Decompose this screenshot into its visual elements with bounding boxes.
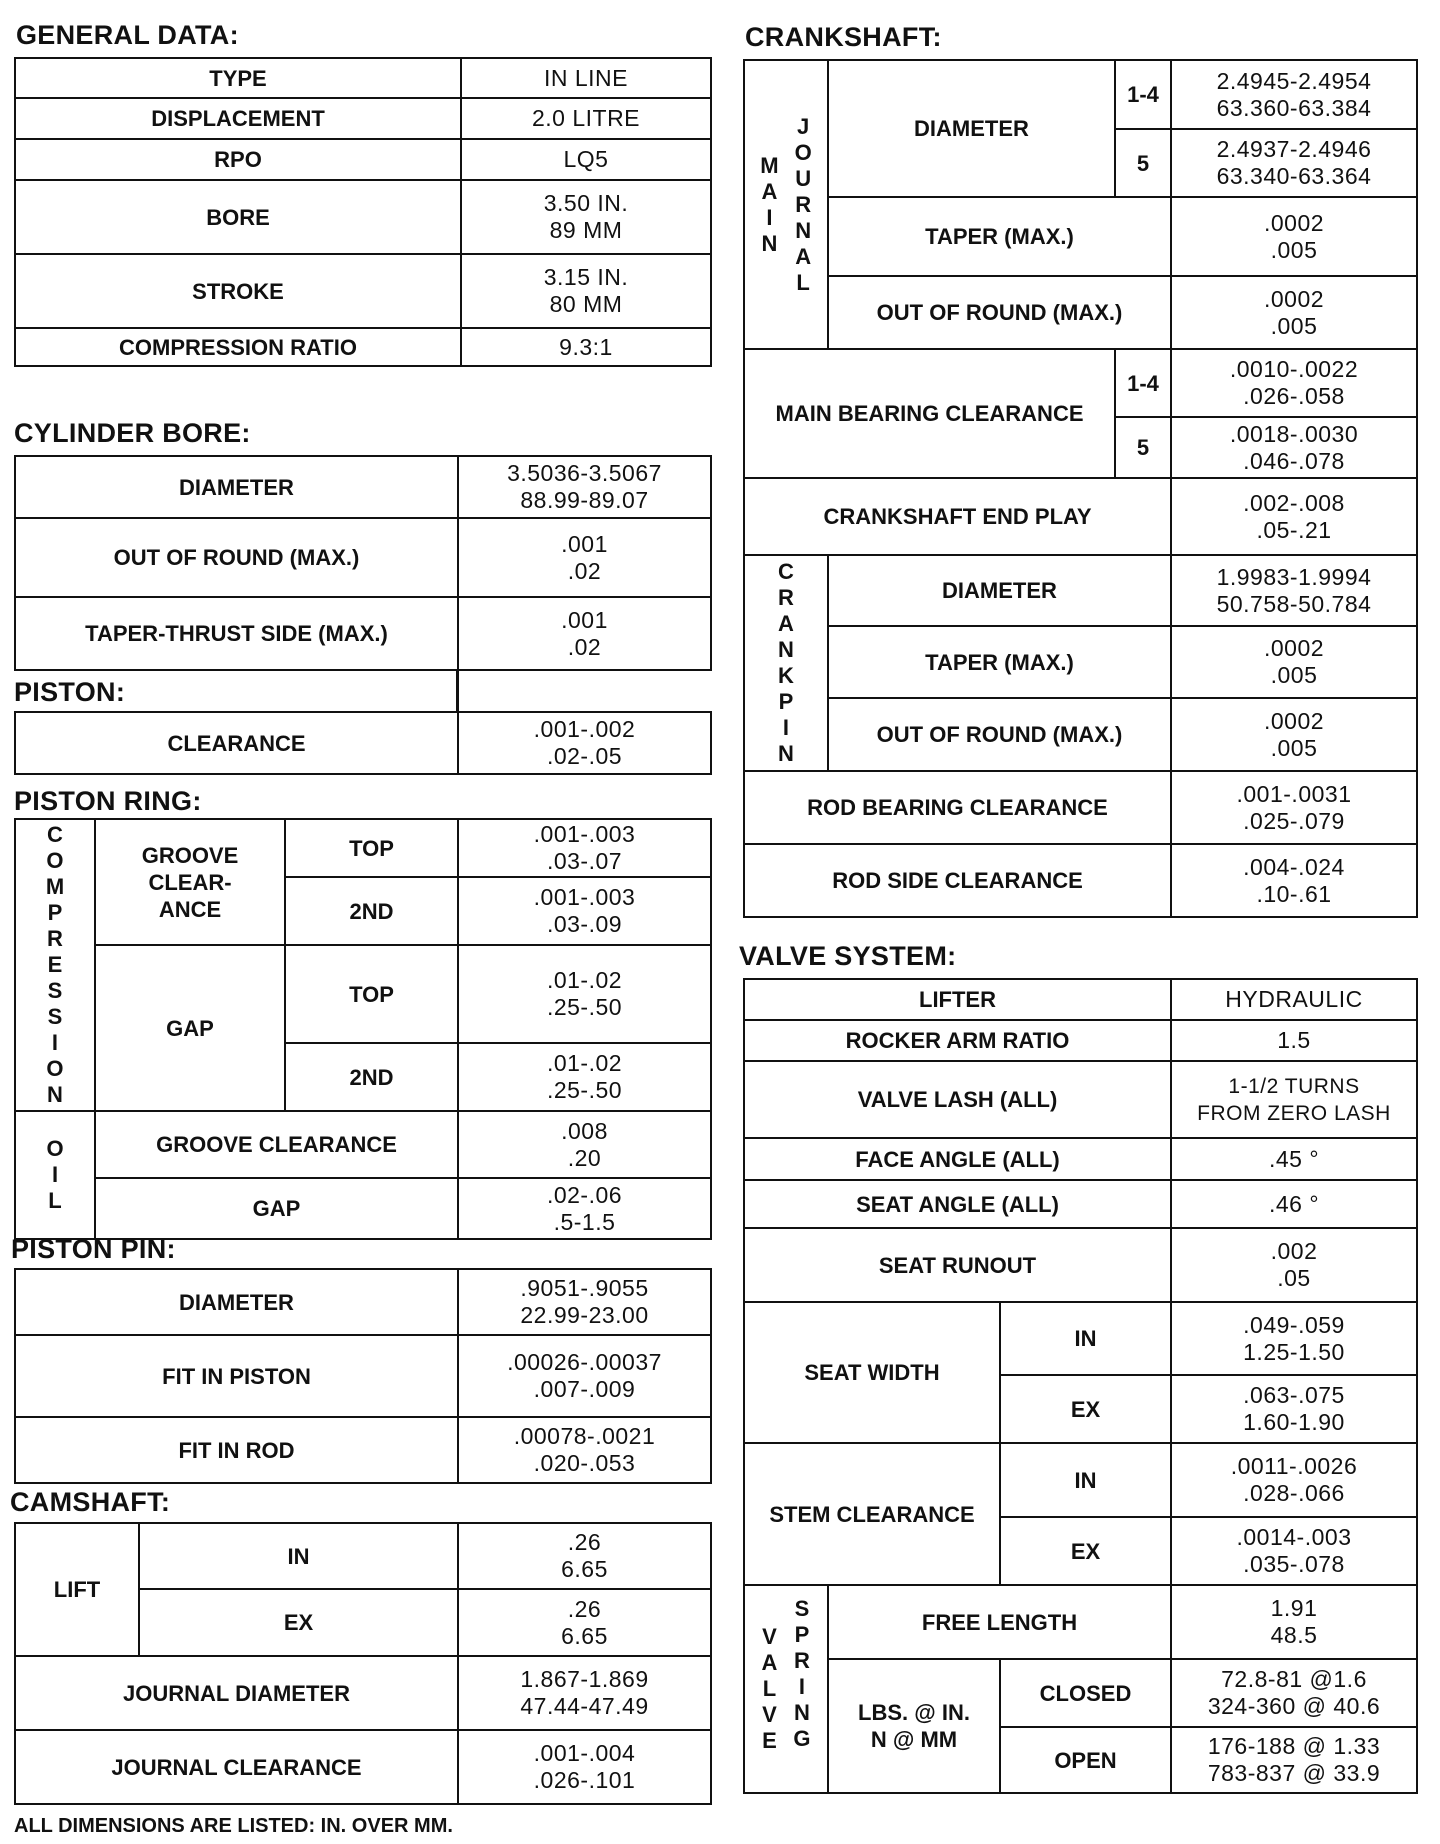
general-data-title: GENERAL DATA:	[16, 20, 239, 50]
cb-diameter-value	[458, 456, 711, 518]
groove-top-mm: .03-.07	[546, 848, 623, 874]
cb-taper-label: TAPER-THRUST SIDE (MAX.)	[15, 597, 458, 670]
valve-lash-label: VALVE LASH (ALL)	[744, 1061, 1171, 1138]
lift-in-value	[458, 1523, 711, 1589]
rod-side-mm: .10-.61	[1256, 880, 1332, 907]
seat-angle-value: .46 °	[1171, 1180, 1417, 1228]
table-row	[744, 1585, 1417, 1659]
rod-bearing-clearance-label: ROD BEARING CLEARANCE	[744, 771, 1171, 844]
journal-clearance-label: JOURNAL CLEARANCE	[15, 1730, 458, 1804]
gap-2nd-value	[458, 1043, 711, 1111]
free-length-value	[1171, 1585, 1417, 1659]
groove-2nd-mm: .03-.09	[546, 911, 623, 937]
seat-width-in-mm: 1.25-1.50	[1243, 1338, 1345, 1365]
rod-bearing-mm: .025-.079	[1243, 807, 1345, 834]
main-diameter-5-mm: 63.340-63.364	[1216, 163, 1372, 189]
gap-2nd-mm: .25-.50	[546, 1077, 623, 1103]
rocker-arm-ratio-value: 1.5	[1171, 1020, 1417, 1061]
journal-vertical-text: J O U R N A L	[794, 113, 812, 295]
stem-in-in: .0011-.0026	[1230, 1453, 1358, 1479]
crankshaft-title: CRANKSHAFT:	[745, 22, 942, 52]
rod-bearing-clearance-value	[1171, 771, 1417, 844]
stem-in-mm: .028-.066	[1243, 1480, 1345, 1506]
table-row	[744, 1228, 1417, 1302]
main-taper-in: .0002	[1263, 209, 1325, 236]
spring-open-in: 176-188 @ 1.33	[1207, 1733, 1381, 1759]
displacement-label: DISPLACEMENT	[15, 98, 461, 139]
groove-top-value	[458, 819, 711, 877]
table-row	[15, 1111, 711, 1178]
main-taper-mm: .005	[1270, 236, 1318, 263]
main-diameter-1-4-value	[1171, 60, 1417, 129]
seat-width-in-in: .049-.059	[1243, 1311, 1345, 1338]
compression-ratio-value: 9.3:1	[461, 328, 711, 366]
fit-in-rod-value	[458, 1417, 711, 1483]
main-diameter-pos-5: 5	[1115, 129, 1171, 197]
stem-ex-value	[1171, 1517, 1417, 1585]
oil-groove-value	[458, 1111, 711, 1178]
lift-ex-label: EX	[139, 1589, 458, 1656]
table-row	[744, 1138, 1417, 1180]
groove-label-line1: GROOVE	[141, 842, 239, 868]
valve-lash-line2: FROM ZERO LASH	[1197, 1101, 1391, 1125]
groove-2nd-label: 2ND	[285, 877, 458, 945]
gap-top-in: .01-.02	[546, 967, 623, 993]
journal-clearance-value	[458, 1730, 711, 1804]
valve-lash-line1: 1-1/2 TURNS	[1228, 1074, 1360, 1098]
stroke-label: STROKE	[15, 254, 461, 328]
spring-closed-in: 72.8-81 @1.6	[1221, 1666, 1367, 1692]
lift-in-mm: 6.65	[561, 1556, 608, 1582]
oil-gap-mm: .5-1.5	[553, 1208, 616, 1235]
rod-side-clearance-value	[1171, 844, 1417, 917]
table-row	[15, 819, 711, 877]
face-angle-value: .45 °	[1171, 1138, 1417, 1180]
main-bearing-clearance-label: MAIN BEARING CLEARANCE	[744, 349, 1115, 478]
compression-vertical-text: C O M P R E S S I O N	[45, 822, 65, 1107]
table-row	[15, 58, 711, 98]
seat-angle-label: SEAT ANGLE (ALL)	[744, 1180, 1171, 1228]
groove-2nd-value	[458, 877, 711, 945]
crankshaft-table	[743, 59, 1418, 918]
oil-groove-label: GROOVE CLEARANCE	[95, 1111, 458, 1178]
camshaft-table	[14, 1522, 712, 1805]
oil-groove-mm: .20	[567, 1144, 602, 1171]
crankpin-vertical-text: C R A N K P I N	[778, 559, 794, 766]
table-row	[15, 1523, 711, 1589]
end-play-in: .002-.008	[1243, 489, 1345, 516]
bore-label: BORE	[15, 180, 461, 254]
groove-label-line3: ANCE	[158, 896, 222, 922]
table-row	[15, 456, 711, 518]
main-diameter-5-value	[1171, 129, 1417, 197]
divider	[456, 669, 459, 711]
main-bearing-1-4-in: .0010-.0022	[1229, 356, 1359, 382]
seat-width-ex-mm: 1.60-1.90	[1243, 1409, 1345, 1435]
crankpin-diameter-in: 1.9983-1.9994	[1216, 563, 1372, 590]
table-row	[15, 1417, 711, 1483]
valve-spring-vertical-label	[744, 1585, 828, 1793]
crankpin-oor-in: .0002	[1263, 707, 1325, 734]
piston-clearance-mm: .02-.05	[546, 743, 623, 769]
main-diameter-1-4-mm: 63.360-63.384	[1216, 94, 1372, 121]
cb-diameter-in: 3.5036-3.5067	[507, 460, 662, 486]
table-row	[744, 1180, 1417, 1228]
fit-in-rod-mm: .020-.053	[533, 1450, 636, 1476]
compression-vertical-label	[15, 819, 95, 1111]
rod-bearing-in: .001-.0031	[1236, 780, 1352, 807]
seat-width-label: SEAT WIDTH	[744, 1302, 1000, 1443]
stem-ex-mm: .035-.078	[1243, 1551, 1345, 1577]
compression-ratio-label: COMPRESSION RATIO	[15, 328, 461, 366]
cb-oor-mm: .02	[567, 557, 602, 584]
oil-groove-in: .008	[561, 1117, 608, 1144]
table-row	[744, 1302, 1417, 1375]
fit-in-piston-mm: .007-.009	[533, 1376, 636, 1402]
stem-ex-label: EX	[1000, 1517, 1171, 1585]
table-row	[744, 478, 1417, 555]
lift-in-in: .26	[567, 1529, 602, 1555]
end-play-label: CRANKSHAFT END PLAY	[744, 478, 1171, 555]
journal-diameter-value	[458, 1656, 711, 1730]
piston-pin-table	[14, 1268, 712, 1484]
rpo-value: LQ5	[461, 139, 711, 180]
main-diameter-pos-1-4: 1-4	[1115, 60, 1171, 129]
lifter-value: HYDRAULIC	[1171, 979, 1417, 1020]
table-row	[15, 1335, 711, 1417]
fit-in-rod-label: FIT IN ROD	[15, 1417, 458, 1483]
spring-vertical-text: S P R I N G	[793, 1596, 811, 1751]
table-row	[744, 60, 1417, 129]
piston-ring-title: PISTON RING:	[14, 786, 202, 816]
free-length-in: 1.91	[1270, 1595, 1318, 1621]
type-value: IN LINE	[461, 58, 711, 98]
crankpin-diameter-value	[1171, 555, 1417, 626]
crankpin-taper-in: .0002	[1263, 635, 1325, 661]
groove-top-label: TOP	[285, 819, 458, 877]
table-row	[15, 254, 711, 328]
stroke-mm: 80 MM	[549, 291, 623, 317]
free-length-mm: 48.5	[1270, 1622, 1318, 1648]
seat-runout-in: .002	[1270, 1238, 1318, 1264]
end-play-value	[1171, 478, 1417, 555]
rpo-label: RPO	[15, 139, 461, 180]
type-label: TYPE	[15, 58, 461, 98]
main-diameter-5-in: 2.4937-2.4946	[1216, 136, 1372, 162]
main-bearing-pos-5: 5	[1115, 417, 1171, 478]
crankpin-taper-value	[1171, 626, 1417, 698]
cb-oor-label: OUT OF ROUND (MAX.)	[15, 518, 458, 597]
table-row	[15, 180, 711, 254]
crankpin-diameter-mm: 50.758-50.784	[1216, 590, 1372, 617]
table-row	[744, 626, 1417, 698]
crankpin-oor-mm: .005	[1270, 734, 1318, 761]
pin-diameter-mm: 22.99-23.00	[520, 1302, 649, 1328]
journal-diameter-mm: 47.44-47.49	[520, 1693, 649, 1719]
table-row	[744, 1443, 1417, 1517]
main-oor-label: OUT OF ROUND (MAX.)	[828, 276, 1171, 349]
face-angle-label: FACE ANGLE (ALL)	[744, 1138, 1171, 1180]
cb-taper-in: .001	[561, 606, 608, 633]
table-row	[15, 597, 711, 670]
cylinder-bore-title: CYLINDER BORE:	[14, 418, 251, 448]
spring-closed-label: CLOSED	[1000, 1659, 1171, 1727]
spring-closed-value	[1171, 1659, 1417, 1727]
groove-top-in: .001-.003	[533, 821, 636, 847]
pin-diameter-in: .9051-.9055	[520, 1275, 649, 1301]
seat-runout-mm: .05	[1277, 1265, 1311, 1291]
seat-width-ex-label: EX	[1000, 1375, 1171, 1443]
bore-value	[461, 180, 711, 254]
table-row	[15, 712, 711, 774]
spring-load-line2: N @ MM	[870, 1727, 958, 1752]
spring-open-mm: 783-837 @ 33.9	[1207, 1760, 1381, 1786]
crankpin-vertical-label	[744, 555, 828, 771]
lift-label: LIFT	[15, 1523, 139, 1656]
table-row	[744, 555, 1417, 626]
cb-oor-value	[458, 518, 711, 597]
cb-diameter-label: DIAMETER	[15, 456, 458, 518]
journal-clearance-in: .001-.004	[533, 1740, 636, 1766]
groove-2nd-in: .001-.003	[533, 884, 636, 910]
gap-top-label: TOP	[285, 945, 458, 1043]
valve-system-title: VALVE SYSTEM:	[739, 941, 957, 971]
spring-load-line1: LBS. @ IN.	[858, 1700, 970, 1725]
table-row	[15, 1656, 711, 1730]
gap-top-mm: .25-.50	[546, 994, 623, 1020]
lifter-label: LIFTER	[744, 979, 1171, 1020]
lift-in-label: IN	[139, 1523, 458, 1589]
main-bearing-pos-1-4: 1-4	[1115, 349, 1171, 417]
spring-load-label	[828, 1659, 1000, 1793]
table-row	[744, 844, 1417, 917]
oil-vertical-text: O I L	[46, 1136, 64, 1213]
gap-top-value	[458, 945, 711, 1043]
valve-lash-value	[1171, 1061, 1417, 1138]
crankpin-oor-label: OUT OF ROUND (MAX.)	[828, 698, 1171, 771]
table-row	[744, 1659, 1417, 1727]
main-bearing-1-4-mm: .026-.058	[1243, 383, 1345, 409]
table-row	[15, 945, 711, 1043]
free-length-label: FREE LENGTH	[828, 1585, 1171, 1659]
table-row	[15, 328, 711, 366]
main-oor-mm: .005	[1270, 312, 1318, 339]
piston-ring-table	[14, 818, 712, 1240]
seat-width-in-label: IN	[1000, 1302, 1171, 1375]
table-row	[15, 1269, 711, 1335]
main-oor-in: .0002	[1263, 285, 1325, 312]
main-diameter-1-4-in: 2.4945-2.4954	[1216, 67, 1372, 94]
seat-width-ex-value	[1171, 1375, 1417, 1443]
lift-ex-in: .26	[567, 1595, 602, 1622]
table-row	[744, 698, 1417, 771]
cb-oor-in: .001	[561, 530, 608, 557]
fit-in-piston-value	[458, 1335, 711, 1417]
table-row	[15, 518, 711, 597]
cylinder-bore-table	[14, 455, 712, 671]
main-vertical-text: M A I N	[760, 152, 779, 256]
table-row	[15, 1178, 711, 1239]
camshaft-title: CAMSHAFT:	[10, 1487, 171, 1517]
stem-ex-in: .0014-.003	[1236, 1524, 1352, 1550]
crankpin-taper-label: TAPER (MAX.)	[828, 626, 1171, 698]
piston-table	[14, 711, 712, 775]
journal-clearance-mm: .026-.101	[533, 1767, 636, 1793]
groove-clearance-label	[95, 819, 285, 945]
displacement-value: 2.0 LITRE	[461, 98, 711, 139]
main-taper-label: TAPER (MAX.)	[828, 197, 1171, 276]
crankpin-taper-mm: .005	[1270, 662, 1318, 688]
bore-mm: 89 MM	[549, 217, 623, 243]
lift-ex-value	[458, 1589, 711, 1656]
rod-side-clearance-label: ROD SIDE CLEARANCE	[744, 844, 1171, 917]
main-bearing-5-mm: .046-.078	[1243, 447, 1345, 474]
bore-in: 3.50 IN.	[543, 190, 629, 216]
fit-in-piston-label: FIT IN PISTON	[15, 1335, 458, 1417]
seat-runout-label: SEAT RUNOUT	[744, 1228, 1171, 1302]
rod-side-in: .004-.024	[1243, 853, 1345, 880]
crankpin-oor-value	[1171, 698, 1417, 771]
oil-gap-in: .02-.06	[546, 1181, 623, 1208]
seat-width-ex-in: .063-.075	[1243, 1382, 1345, 1408]
gap-2nd-in: .01-.02	[546, 1050, 623, 1076]
table-row	[744, 1061, 1417, 1138]
end-play-mm: .05-.21	[1256, 516, 1332, 543]
spring-open-label: OPEN	[1000, 1727, 1171, 1793]
table-row	[15, 139, 711, 180]
stroke-value	[461, 254, 711, 328]
main-bearing-1-4-value	[1171, 349, 1417, 417]
main-oor-value	[1171, 276, 1417, 349]
ring-gap-label: GAP	[95, 945, 285, 1111]
fit-in-rod-in: .00078-.0021	[513, 1423, 656, 1449]
table-row	[744, 1020, 1417, 1061]
pin-diameter-value	[458, 1269, 711, 1335]
journal-diameter-label: JOURNAL DIAMETER	[15, 1656, 458, 1730]
main-diameter-label: DIAMETER	[828, 60, 1115, 197]
lift-ex-mm: 6.65	[561, 1622, 608, 1649]
stem-in-label: IN	[1000, 1443, 1171, 1517]
piston-clearance-label: CLEARANCE	[15, 712, 458, 774]
table-row	[744, 276, 1417, 349]
cb-taper-mm: .02	[567, 633, 602, 660]
general-data-table	[14, 57, 712, 367]
table-row	[744, 349, 1417, 417]
pin-diameter-label: DIAMETER	[15, 1269, 458, 1335]
groove-label-line2: CLEAR-	[148, 869, 232, 895]
piston-clearance-value	[458, 712, 711, 774]
table-row	[744, 197, 1417, 276]
seat-width-in-value	[1171, 1302, 1417, 1375]
oil-gap-value	[458, 1178, 711, 1239]
fit-in-piston-in: .00026-.00037	[507, 1349, 662, 1375]
journal-diameter-in: 1.867-1.869	[520, 1666, 649, 1692]
crankpin-diameter-label: DIAMETER	[828, 555, 1171, 626]
oil-vertical-label	[15, 1111, 95, 1239]
valve-vertical-text: V A L V E	[761, 1624, 778, 1753]
seat-runout-value	[1171, 1228, 1417, 1302]
rocker-arm-ratio-label: ROCKER ARM RATIO	[744, 1020, 1171, 1061]
stem-in-value	[1171, 1443, 1417, 1517]
piston-pin-title: PISTON PIN:	[11, 1234, 176, 1264]
footer-note: ALL DIMENSIONS ARE LISTED: IN. OVER MM.	[14, 1815, 453, 1837]
table-row	[15, 98, 711, 139]
stroke-in: 3.15 IN.	[543, 264, 629, 290]
gap-2nd-label: 2ND	[285, 1043, 458, 1111]
cb-diameter-mm: 88.99-89.07	[520, 487, 649, 513]
main-taper-value	[1171, 197, 1417, 276]
table-row	[744, 771, 1417, 844]
main-bearing-5-in: .0018-.0030	[1229, 420, 1359, 447]
spring-open-value	[1171, 1727, 1417, 1793]
main-bearing-5-value	[1171, 417, 1417, 478]
piston-title: PISTON:	[14, 677, 126, 707]
valve-system-table	[743, 978, 1418, 1794]
table-row	[744, 979, 1417, 1020]
piston-clearance-in: .001-.002	[533, 716, 636, 742]
table-row	[15, 1730, 711, 1804]
main-journal-vertical-label	[744, 60, 828, 349]
spring-closed-mm: 324-360 @ 40.6	[1207, 1693, 1381, 1719]
cb-taper-value	[458, 597, 711, 670]
stem-clearance-label: STEM CLEARANCE	[744, 1443, 1000, 1585]
oil-gap-label: GAP	[95, 1178, 458, 1239]
